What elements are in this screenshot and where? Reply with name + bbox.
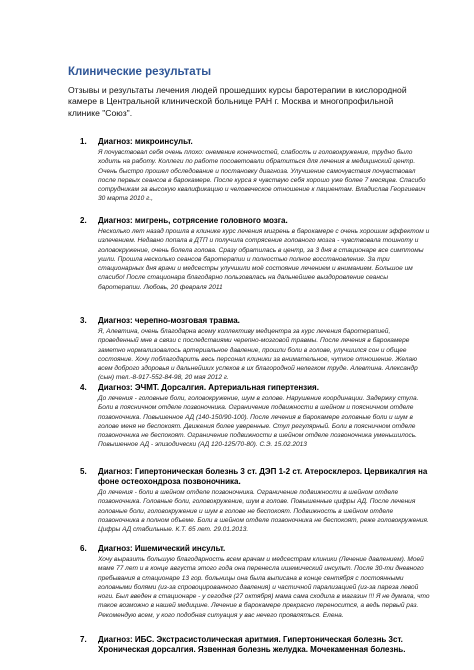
review-text [98, 327, 430, 383]
diagnosis-text: Диагноз: мигрень, сотрясение головного мозга. [98, 216, 288, 225]
item-number: 3. [80, 316, 87, 325]
review-body: Несколько лет назад прошла в клинике курс лечения мигрень в барокамере с очень хорошим эффектом и излечением. Недавно попала в ДТП и получила сотрясение головного мозга - чувствовала тошноту и головокружение, очень болела голова. Сразу обратилась в центр, за 3 дня в стационаре все симптомы ушли. Прошла несколько сеансов баротерапии и полностью полное восстановление. За три стационарных дня врачи и медсестры улучшили моё состояние лечением и вниманием. Большое им спасибо! После стационара благодарно пользовалась на дальнейшее выздоровление сеансы баротерапии. [98, 228, 430, 291]
page-title: Клинические результаты [68, 66, 212, 78]
item-number: 1. [80, 137, 87, 146]
review-text [98, 227, 430, 292]
result-item-2 [80, 216, 430, 292]
item-number: 4. [80, 383, 87, 392]
review-body: Я почувствовал себя очень плохо: онемение конечностей, слабость и головокружение, трудно было ходить на работу. Коллеги по работе посоветовали обратиться для лечения в медицинский центр. Очень быстро прошел обследование и постановку диагноза. Улучшение самочувствия почувствовал после первых сеансов в барокамере. После курса я чувствую себя хорошо уже более 7 месяцев. Спасибо сотрудникам за высокую квалификацию и человеческое отношение к пациентам. [98, 149, 426, 194]
review-text [98, 488, 430, 534]
diagnosis-heading [80, 467, 430, 487]
intro-paragraph: Отзывы и результаты лечения людей прошедших курсы баротерапии в кислородной камере в Центральной клинической больнице РАН г. Москва и многопрофильной клинике "Союз". [68, 85, 407, 118]
diagnosis-heading [80, 544, 430, 554]
diagnosis-text: Диагноз: Ишемический инсульт. [98, 544, 226, 553]
diagnosis-heading [80, 137, 430, 147]
item-number: 5. [80, 467, 87, 476]
result-item-1 [80, 137, 430, 204]
review-text [98, 148, 430, 204]
diagnosis-heading [80, 316, 430, 326]
review-signature: Владислав Георгиевич 30 марта 2010 г., [98, 186, 426, 203]
diagnosis-heading [80, 383, 430, 393]
item-number: 2. [80, 216, 87, 225]
result-item-7 [80, 635, 430, 655]
item-number: 6. [80, 544, 87, 553]
result-item-3 [80, 316, 430, 383]
diagnosis-text: Диагноз: черепно-мозговая травма. [98, 316, 240, 325]
review-text [98, 394, 430, 450]
result-item-4 [80, 383, 430, 450]
diagnosis-heading [80, 635, 430, 655]
diagnosis-heading [80, 216, 430, 226]
review-body: До лечения - боли в шейном отделе позвоночника. Ограничение подвижности в шейном отделе позвоночника. Головные боли, головокружение, шум в голове. Повышенные цифры АД. После лечения головные боли, головокружение и шум в голове не беспокоят. Подвижность в шейном отделе позвоночника в полном объеме. Боли в шейном отделе позвоночника не беспокоят, реже головокружения. Цифры АД стабильные. К.Т. 65 лет. 29.01.2013. [98, 489, 429, 534]
diagnosis-text: Диагноз: Гипертоническая болезнь 3 ст. ДЭП 1-2 ст. Атеросклероз. Цервикалгия на фоне остеохондроза позвоночника. [98, 467, 428, 486]
diagnosis-text: Диагноз: ЭЧМТ. Дорсалгия. Артериальная гипертензия. [98, 383, 319, 392]
review-body: Я, Алевтина, очень благодарна всему коллективу медцентра за курс лечения баротерапией, проведенный мне в связи с последствиями черепно-мозговой травмы. После лечения в барокамере заметно нормализовалось артериальное давление, прошли боли в голове, улучшился сон и общее состояние. Хочу поблагодарить весь персонал клиники за внимательное, чуткое отношение. Желаю всем доброго здоровья и дальнейших успехов в их благородной нелегком труде. Алевтина. Александр (сын) тел.-8-917-552-84-98, 20 мая 2012 г. [98, 328, 418, 382]
review-signature: Любовь, 20 февраля 2011 [143, 283, 223, 291]
item-number: 7. [80, 635, 87, 644]
result-item-6 [80, 544, 430, 620]
diagnosis-text: Диагноз: микроинсульт. [98, 137, 193, 146]
review-body: До лечения - головные боли, головокружение, шум в голове. Нарушение координации. Задержку стула. Боли в поясничном отделе позвоночника. Ограничение подвижности в шейном и поясничном отделе позвоночника. Повышенное АД (140-150/90-100). После лечения в барокамере головные боли и шум в голове меня не беспокоят. Движения более уверенные. Стул регулярный. Боли в поясничном отделе позвоночника не беспокоят. Ограничение подвижности в шейном отделе позвоночника уменьшилось. Повышенное АД - эпизодически (АД 120-125/70-80). С.Э. 15.02.2013 [98, 395, 419, 449]
result-item-5 [80, 467, 430, 534]
review-text [98, 555, 430, 620]
review-body: Хочу выразить большую благодарность всем врачам и медсестрам клиники (Лечение давлением). Моей маме 77 лет и в конце августа этого года она перенесла ишемический инсульт. После 30-ти дневного пребывания в стационаре 13 гор. больницы она была выписана в конце сентября с постоянными головными болями (из-за спровоцированного давления) и частичной парализацией (из-за пареза левой ноги. Был введен в стационаре - у сегодня (27 октября) мама сама сходила в магазин !!! Я не думала, что такое возможно в нашей медицине. Лечение в барокамере прекрасно переносится, а ведь первый раз. Рекомендую всем, у кого подобная ситуация у вас нечего проявляться. Елена. [98, 556, 430, 619]
diagnosis-text: Диагноз: ИБС. Экстрасистолическая аритмия. Гипертоническая болезнь 3ст. Хроническая дорсалгия. Язвенная болезнь желудка. Мочекаменная болезнь. [98, 635, 406, 654]
